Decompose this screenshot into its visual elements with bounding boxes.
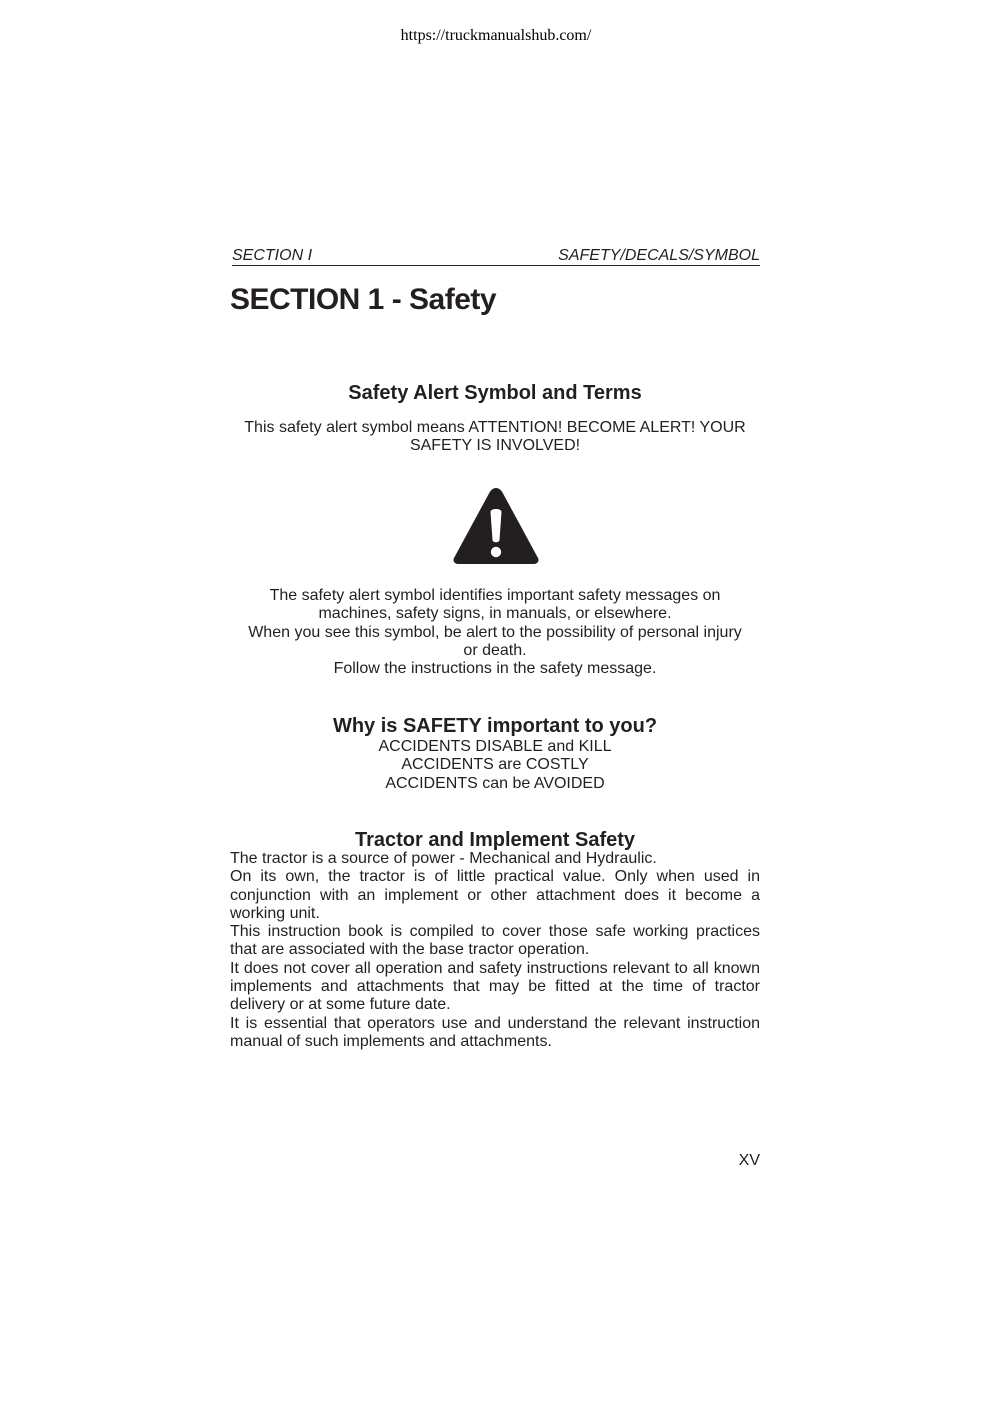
tractor-paragraph: It is essential that operators use and understand the relevant instruction manual of such implements and attachments. — [230, 1014, 760, 1050]
alert-body-line: The safety alert symbol identifies important safety messages on — [269, 587, 721, 604]
alert-body-line: or death. — [463, 641, 527, 659]
alert-section-body — [230, 587, 760, 678]
tractor-section-heading: Tractor and Implement Safety — [354, 829, 636, 851]
tractor-paragraph: This instruction book is compiled to cover those safe working practices that are associated with the base tractor operation. — [230, 923, 760, 959]
why-line: ACCIDENTS are COSTLY — [401, 756, 589, 774]
why-line: ACCIDENTS DISABLE and KILL — [378, 738, 612, 755]
running-head-right: SAFETY/DECALS/SYMBOL — [558, 247, 760, 264]
source-url: https://truckmanualshub.com/ — [400, 27, 592, 44]
why-section-heading: Why is SAFETY important to you? — [332, 715, 658, 737]
alert-body-line: When you see this symbol, be alert to the possibility of personal injury — [248, 623, 742, 641]
alert-body-line: machines, safety signs, in manuals, or elsewhere. — [318, 605, 672, 623]
why-line: ACCIDENTS can be AVOIDED — [385, 774, 605, 792]
alert-body-line: Follow the instructions in the safety message. — [333, 660, 657, 678]
alert-section-intro — [230, 381, 760, 456]
why-section — [230, 714, 760, 793]
alert-intro-line-1: This safety alert symbol means ATTENTION! BECOME ALERT! YOUR — [244, 419, 746, 436]
page-number: XV — [738, 1152, 760, 1169]
tractor-section-body — [230, 850, 760, 1051]
tractor-paragraph: On its own, the tractor is of little practical value. Only when used in conjunction with an implement or other attachment does it become a working unit. — [230, 868, 760, 922]
tractor-paragraph: The tractor is a source of power - Mechanical and Hydraulic. — [230, 850, 657, 867]
running-head — [232, 246, 760, 266]
alert-section-heading: Safety Alert Symbol and Terms — [348, 382, 642, 404]
page-title: SECTION 1 - Safety — [230, 283, 497, 316]
alert-intro-line-2: SAFETY IS INVOLVED! — [409, 437, 581, 455]
running-head-left: SECTION I — [232, 247, 313, 264]
warning-triangle-exclamation-icon — [452, 486, 540, 566]
tractor-section-header — [230, 828, 760, 852]
tractor-paragraph: It does not cover all operation and safety instructions relevant to all known implements and attachments that may be fitted at the time of tractor delivery or at some future date. — [230, 959, 760, 1014]
